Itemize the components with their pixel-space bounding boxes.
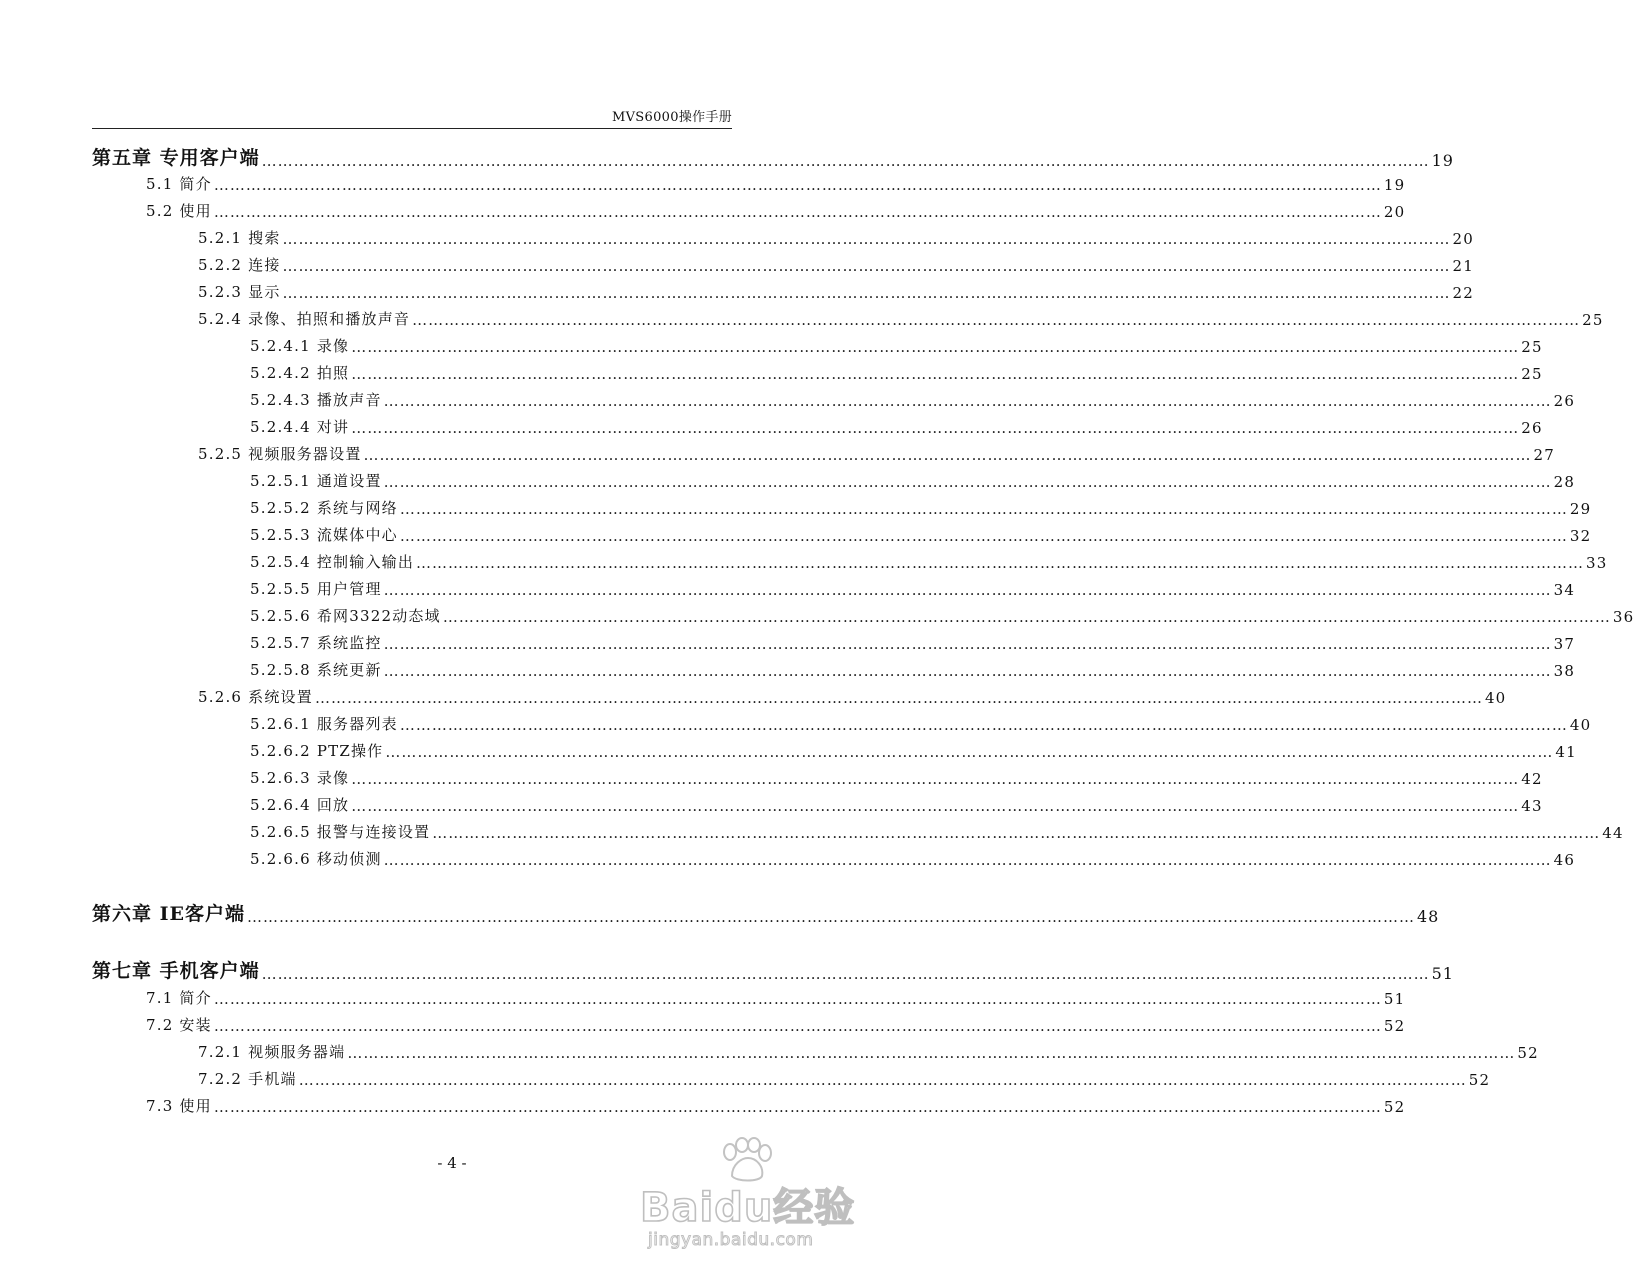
toc-leader: ………………………………………………………………………………………………………………………………………………………………………………………………… — [213, 1098, 1382, 1116]
toc-leader: ………………………………………………………………………………………………………………………………………………………………………………………………… — [351, 797, 1520, 815]
toc-page-number: 48 — [1417, 907, 1440, 926]
toc-leader: ………………………………………………………………………………………………………………………………………………………………………………………………… — [351, 365, 1520, 383]
toc-label: 7.2 安装 — [146, 1016, 212, 1034]
toc-leader: ………………………………………………………………………………………………………………………………………………………………………………………………… — [347, 1044, 1516, 1062]
toc-leader: ………………………………………………………………………………………………………………………………………………………………………………………………… — [383, 581, 1552, 599]
toc-leader: ………………………………………………………………………………………………………………………………………………………………………………………………… — [383, 473, 1552, 491]
toc-leader: ………………………………………………………………………………………………………………………………………………………………………………………………… — [399, 527, 1568, 545]
toc-page-number: 34 — [1553, 581, 1576, 599]
toc-page-number: 25 — [1521, 338, 1543, 356]
watermark-logo: Baidu经验 — [640, 1185, 856, 1231]
toc-entry-5-2-4-1[interactable] — [250, 332, 1543, 356]
toc-leader: ………………………………………………………………………………………………………………………………………………………………………………………………… — [351, 338, 1520, 356]
toc-page-number: 26 — [1521, 419, 1543, 437]
toc-leader: ………………………………………………………………………………………………………………………………………………………………………………………………… — [213, 203, 1382, 221]
toc-entry-5-2[interactable] — [146, 197, 1406, 221]
toc-page-number: 38 — [1553, 662, 1576, 680]
toc-label: 5.2.4.1 录像 — [250, 337, 350, 355]
toc-leader: ………………………………………………………………………………………………………………………………………………………………………………………………… — [383, 662, 1552, 680]
toc-leader: ………………………………………………………………………………………………………………………………………………………………………………………………… — [351, 770, 1520, 788]
toc-entry-7-2-2[interactable] — [198, 1065, 1491, 1089]
toc-leader: ………………………………………………………………………………………………………………………………………………………………………………………………… — [213, 990, 1382, 1008]
toc-label: 5.2.1 搜索 — [198, 229, 281, 247]
toc-leader: ………………………………………………………………………………………………………………………………………………………………………………………………… — [399, 500, 1568, 518]
toc-leader: ………………………………………………………………………………………………………………………………………………………………………………………………… — [432, 824, 1601, 842]
toc-label: 第七章 手机客户端 — [92, 960, 260, 982]
toc-leader: ………………………………………………………………………………………………………………………………………………………………………………………………… — [261, 965, 1430, 983]
toc-entry-5-1[interactable] — [146, 170, 1406, 194]
toc-page-number: 22 — [1452, 284, 1475, 302]
toc-label: 5.2.6 系统设置 — [198, 688, 313, 706]
toc-entry-5-2-4[interactable] — [198, 305, 1604, 329]
toc-entry-5-2-3[interactable] — [198, 278, 1475, 302]
toc-leader: ………………………………………………………………………………………………………………………………………………………………………………………………… — [282, 230, 1451, 248]
toc-leader: ………………………………………………………………………………………………………………………………………………………………………………………………… — [383, 635, 1552, 653]
toc-entry-5-2-6[interactable] — [198, 683, 1507, 707]
toc-label: 7.3 使用 — [146, 1097, 212, 1115]
toc-page-number: 51 — [1383, 990, 1406, 1008]
toc-page-number: 52 — [1383, 1017, 1406, 1035]
toc-label: 5.2.5.1 通道设置 — [250, 472, 382, 490]
toc-label: 5.2 使用 — [146, 202, 212, 220]
toc-page-number: 20 — [1383, 203, 1406, 221]
toc-leader: ………………………………………………………………………………………………………………………………………………………………………………………………… — [383, 851, 1552, 869]
toc-entry-7-3[interactable] — [146, 1092, 1406, 1116]
toc-label: 5.2.5.3 流媒体中心 — [250, 526, 398, 544]
toc-leader: ………………………………………………………………………………………………………………………………………………………………………………………………… — [442, 608, 1611, 626]
toc-label: 5.2.4 录像、拍照和播放声音 — [198, 310, 411, 328]
toc-label: 5.2.5.8 系统更新 — [250, 661, 382, 679]
toc-page-number: 19 — [1383, 176, 1406, 194]
toc-leader: ………………………………………………………………………………………………………………………………………………………………………………………………… — [213, 176, 1382, 194]
toc-leader: ………………………………………………………………………………………………………………………………………………………………………………………………… — [282, 257, 1451, 275]
toc-label: 5.2.5.5 用户管理 — [250, 580, 382, 598]
toc-entry-5-2-4-2[interactable] — [250, 359, 1543, 383]
toc-label: 7.1 简介 — [146, 989, 212, 1007]
toc-entry-5-2-2[interactable] — [198, 251, 1475, 275]
toc-label: 5.2.4.3 播放声音 — [250, 391, 382, 409]
footer-page-number: - 4 - — [437, 1154, 467, 1172]
toc-entry-5-2-6-2[interactable] — [250, 737, 1577, 761]
toc-label: 5.2.2 连接 — [198, 256, 281, 274]
toc-entry-5-2-5-7[interactable] — [250, 629, 1576, 653]
toc-page-number: 26 — [1553, 392, 1576, 410]
toc-page-number: 41 — [1555, 743, 1577, 761]
toc-page-number: 36 — [1612, 608, 1634, 626]
toc-page-number: 44 — [1602, 824, 1624, 842]
toc-entry-5-2-6-5[interactable] — [250, 818, 1624, 842]
toc-label: 5.2.6.3 录像 — [250, 769, 350, 787]
toc-page-number: 19 — [1431, 151, 1454, 170]
toc-page-number: 25 — [1582, 311, 1604, 329]
toc-entry-5-2-4-4[interactable] — [250, 413, 1543, 437]
toc-page-number: 42 — [1521, 770, 1543, 788]
toc-entry-5-2-5-2[interactable] — [250, 494, 1592, 518]
toc-page-number: 27 — [1533, 446, 1556, 464]
toc-entry-5-2-6-6[interactable] — [250, 845, 1576, 869]
toc-entry-5-2-5-6[interactable] — [250, 602, 1634, 626]
toc-entry-5-2-5-4[interactable] — [250, 548, 1608, 572]
toc-entry-5-2-5[interactable] — [198, 440, 1556, 464]
toc-label: 5.2.5.2 系统与网络 — [250, 499, 398, 517]
toc-label: 5.2.6.4 回放 — [250, 796, 350, 814]
toc-entry-5-2-6-4[interactable] — [250, 791, 1543, 815]
toc-entry-7-2[interactable] — [146, 1011, 1406, 1035]
toc-label: 5.2.6.2 PTZ操作 — [250, 742, 384, 760]
toc-entry-chapter-6[interactable] — [92, 898, 1440, 926]
toc-entry-5-2-6-3[interactable] — [250, 764, 1543, 788]
toc-label: 5.2.3 显示 — [198, 283, 281, 301]
toc-page-number: 40 — [1484, 689, 1507, 707]
toc-label: 7.2.2 手机端 — [198, 1070, 297, 1088]
toc-label: 5.2.4.2 拍照 — [250, 364, 350, 382]
toc-page-number: 52 — [1468, 1071, 1491, 1089]
toc-label: 第六章 IE客户端 — [92, 903, 245, 925]
toc-label: 5.2.5 视频服务器设置 — [198, 445, 362, 463]
toc-entry-5-2-5-5[interactable] — [250, 575, 1576, 599]
toc-entry-7-1[interactable] — [146, 984, 1406, 1008]
toc-page-number: 46 — [1553, 851, 1576, 869]
toc-leader: ………………………………………………………………………………………………………………………………………………………………………………………………… — [385, 743, 1554, 761]
toc-entry-7-2-1[interactable] — [198, 1038, 1539, 1062]
toc-entry-5-2-5-3[interactable] — [250, 521, 1592, 545]
toc-leader: ………………………………………………………………………………………………………………………………………………………………………………………………… — [383, 392, 1552, 410]
toc-leader: ………………………………………………………………………………………………………………………………………………………………………………………………… — [247, 908, 1415, 926]
baidu-watermark — [640, 1138, 860, 1258]
toc-label: 5.2.5.7 系统监控 — [250, 634, 382, 652]
toc-entry-5-2-6-1[interactable] — [250, 710, 1592, 734]
toc-leader: ………………………………………………………………………………………………………………………………………………………………………………………………… — [213, 1017, 1382, 1035]
toc-label: 5.2.4.4 对讲 — [250, 418, 350, 436]
toc-page-number: 43 — [1521, 797, 1543, 815]
toc-label: 5.1 简介 — [146, 175, 212, 193]
toc-entry-5-2-5-1[interactable] — [250, 467, 1576, 491]
header-divider — [92, 128, 732, 129]
toc-page-number: 37 — [1553, 635, 1576, 653]
toc-page-number: 33 — [1586, 554, 1608, 572]
toc-leader: ………………………………………………………………………………………………………………………………………………………………………………………………… — [314, 689, 1483, 707]
toc-label: 5.2.6.5 报警与连接设置 — [250, 823, 431, 841]
toc-label: 5.2.5.4 控制输入输出 — [250, 553, 415, 571]
header-title: MVS6000操作手册 — [612, 110, 732, 125]
toc-label: 7.2.1 视频服务器端 — [198, 1043, 346, 1061]
toc-page-number: 28 — [1553, 473, 1576, 491]
toc-leader: ………………………………………………………………………………………………………………………………………………………………………………………………… — [416, 554, 1585, 572]
toc-label: 第五章 专用客户端 — [92, 147, 260, 169]
toc-leader: ………………………………………………………………………………………………………………………………………………………………………………………………… — [298, 1071, 1467, 1089]
toc-entry-5-2-4-3[interactable] — [250, 386, 1576, 410]
toc-page-number: 52 — [1383, 1098, 1406, 1116]
toc-entry-chapter-7[interactable] — [92, 955, 1454, 983]
toc-leader: ………………………………………………………………………………………………………………………………………………………………………………………………… — [399, 716, 1568, 734]
toc-page-number: 29 — [1569, 500, 1592, 518]
toc-page-number: 21 — [1452, 257, 1475, 275]
toc-page-number: 52 — [1517, 1044, 1539, 1062]
toc-page-number: 40 — [1569, 716, 1592, 734]
toc-entry-5-2-1[interactable] — [198, 224, 1475, 248]
toc-page-number: 32 — [1569, 527, 1592, 545]
toc-leader: ………………………………………………………………………………………………………………………………………………………………………………………………… — [351, 419, 1520, 437]
toc-leader: ………………………………………………………………………………………………………………………………………………………………………………………………… — [363, 446, 1532, 464]
toc-entry-chapter-5[interactable] — [92, 142, 1454, 170]
toc-page-number: 20 — [1452, 230, 1475, 248]
toc-label: 5.2.6.6 移动侦测 — [250, 850, 382, 868]
watermark-url: jingyan.baidu.com — [648, 1230, 814, 1250]
toc-page-number: 25 — [1521, 365, 1543, 383]
toc-page-number: 51 — [1431, 964, 1454, 983]
toc-label: 5.2.6.1 服务器列表 — [250, 715, 398, 733]
toc-label: 5.2.5.6 希网3322动态域 — [250, 607, 441, 625]
toc-entry-5-2-5-8[interactable] — [250, 656, 1576, 680]
toc-leader: ………………………………………………………………………………………………………………………………………………………………………………………………… — [412, 311, 1581, 329]
toc-leader: ………………………………………………………………………………………………………………………………………………………………………………………………… — [282, 284, 1451, 302]
toc-leader: ………………………………………………………………………………………………………………………………………………………………………………………………… — [261, 152, 1430, 170]
